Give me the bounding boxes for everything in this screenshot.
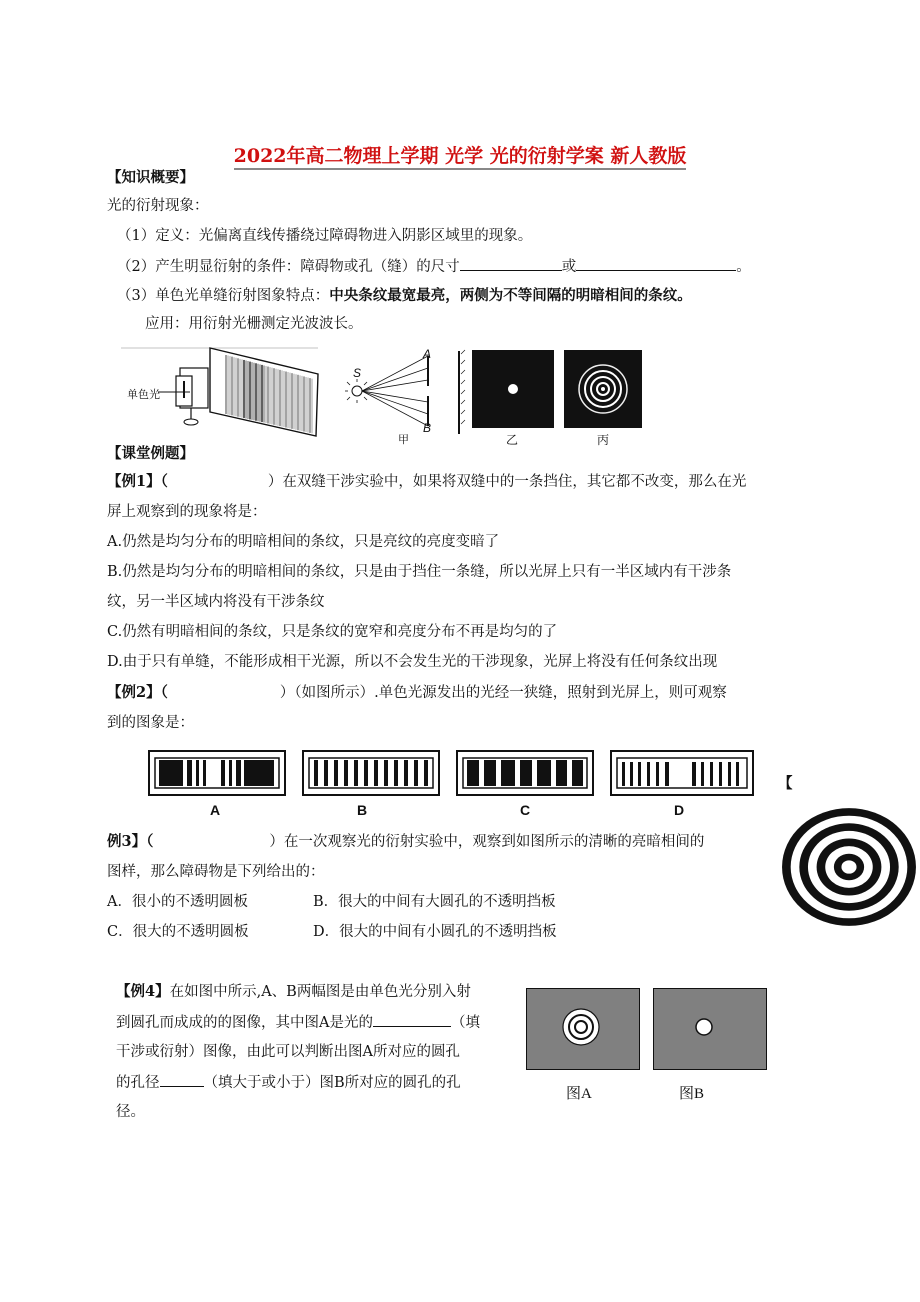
example-3-stem-line2: 图样，那么障碍物是下列给出的： [107,864,325,880]
example-1-option-d: D.由于只有单缝，不能形成相干光源，所以不会发生光的干涉现象，光屏上将没有任何条纹出现 [107,654,718,670]
example-3-stem: 例3】（ ）在一次观察光的衍射实验中，观察到如图所示的清晰的亮暗相间的 [107,833,705,850]
fringe-option-c [457,751,593,795]
aperture-diagram-figure [345,346,465,441]
example-1-option-b: B.仍然是均匀分布的明暗相间的条纹，只是由于挡住一条缝，所以光屏上只有一半区域内有干涉条 [107,564,732,580]
example-3-option-c: C．很大的不透明圆板 [107,924,249,940]
label-jia: 甲 [398,434,409,446]
option-a-label: A [210,802,221,818]
example-1-option-a: A.仍然是均匀分布的明暗相间的条纹，只是亮纹的亮度变暗了 [107,534,500,550]
figure-a-rings [526,988,640,1070]
overview-item-1: （1）定义：光偏离直线传播绕过障碍物进入阴影区域里的现象。 [117,228,533,244]
overview-heading: 【知识概要】 [107,169,194,186]
answer-blank[interactable] [160,1072,204,1087]
example-4-line2: 到圆孔而成成的的图像，其中图A是光的 （填 [116,1012,480,1033]
option-b-label: B [357,802,368,818]
classroom-heading: 【课堂例题】 [107,445,194,462]
fringe-option-a [149,751,285,795]
fringe-option-b [303,751,439,795]
page-title: 2022年高二物理上学期 光学 光的衍射学案 新人教版 [0,141,920,168]
source-label: 单色光 [127,389,160,401]
example-3-bracket: 【 [778,775,793,792]
label-a: A [423,347,432,361]
label-yi: 乙 [506,433,519,447]
label-s: S [353,366,362,380]
example-1-stem: 【例1】（ ）在双缝干涉实验中，如果将双缝中的一条挡住，其它都不改变，那么在光 [107,473,747,490]
label-bing: 丙 [597,433,610,447]
figure-a-caption: 图A [566,1086,592,1102]
answer-blank[interactable] [373,1012,451,1027]
answer-blank[interactable] [576,256,736,271]
label-b: B [423,421,432,435]
overview-item-3: （3）单色光单缝衍射图象特点：中央条纹最宽最亮，两侧为不等间隔的明暗相间的条纹。 [117,287,692,304]
figure-b-caption: 图B [679,1086,705,1102]
example-3-option-d: D．很大的中间有小圆孔的不透明挡板 [313,924,557,940]
answer-blank[interactable] [460,256,562,271]
example-1-option-b-cont: 纹，另一半区域内将没有干涉条纹 [107,594,325,610]
example-1-stem-line2: 屏上观察到的现象将是： [107,504,267,520]
example-2-stem-line2: 到的图象是： [107,715,194,731]
option-c-label: C [520,802,531,818]
overview-application: 应用：用衍射光栅测定光波波长。 [145,316,363,332]
fringe-option-d [611,751,753,795]
overview-intro: 光的衍射现象： [107,198,209,214]
option-d-label: D [674,802,685,818]
example-1-option-c: C.仍然有明暗相间的条纹，只是条纹的宽窄和亮度分布不再是均匀的了 [107,624,558,640]
example-4-line5: 径。 [116,1104,145,1120]
example-2-fringe-options [148,749,756,799]
figure-b-spot [653,988,767,1070]
example-4-line3: 干涉或衍射）图像，由此可以判断出图A所对应的圆孔 [116,1044,460,1060]
example-3-option-b: B．很大的中间有大圆孔的不透明挡板 [313,894,556,910]
example-2-stem: 【例2】（ ）（如图所示）.单色光源发出的光经一狭缝，照射到光屏上，则可观察 [107,684,727,701]
example-3-option-a: A．很小的不透明圆板 [107,894,248,910]
example-4-line1: 【例4】在如图中所示,A、B两幅图是由单色光分别入射 [116,983,471,1000]
example-4-line4: 的孔径 （填大于或小于）图B所对应的圆孔的孔 [116,1072,461,1093]
figure-yi-bright-spot [472,350,554,428]
example-3-ring-pattern [778,806,920,928]
figure-bing-ring-pattern [564,350,642,428]
overview-item-2: （2）产生明显衍射的条件：障碍物或孔（缝）的尺寸 或 。 [117,256,751,277]
